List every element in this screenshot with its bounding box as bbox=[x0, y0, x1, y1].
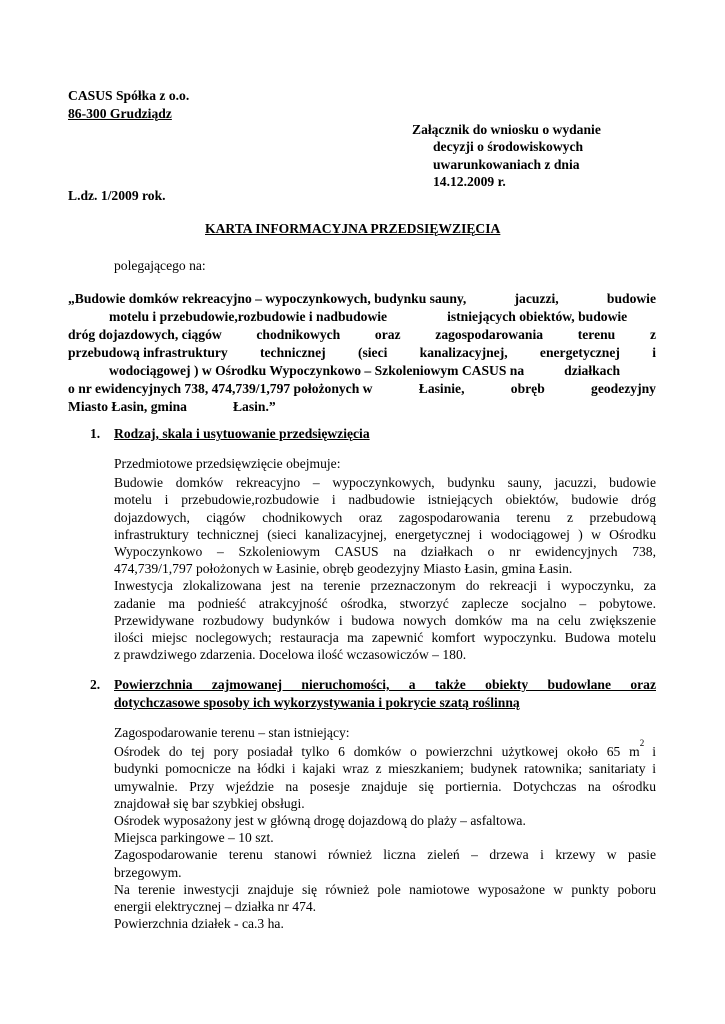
body-line: ilości miejsc noclegowych; restauracja ma zapewnić komfort wypoczynku. Budowa motelu bbox=[114, 630, 656, 646]
company-block bbox=[68, 87, 189, 122]
body-line: dojazdowych, ciągów chodnikowych oraz zagospodarowania terenu z przebudową bbox=[114, 509, 656, 525]
ldz-reference: L.dz. 1/2009 rok. bbox=[68, 188, 166, 203]
body-line: infrastruktury technicznej (sieci kanalizacyjnej, energetycznej i wodociągowej ) w Ośrodku bbox=[114, 526, 656, 542]
section2-heading-line: dotychczasowe sposoby ich wykorzystywania i pokrycie szatą roślinną bbox=[114, 694, 520, 710]
text-word: kanalizacyjnej, bbox=[419, 345, 508, 360]
body-line: umywalnie. Przy wjeździe na posesje znajduje się portiernia. Dotychczas na ośrodku bbox=[114, 778, 656, 794]
superscript: 2 bbox=[639, 738, 645, 749]
text-word: „Budowie domków rekreacyjno – wypoczynkowych, budynku sauny, bbox=[68, 291, 467, 306]
section2-number: 2. bbox=[90, 677, 101, 692]
text-line bbox=[68, 290, 656, 308]
text-line bbox=[68, 326, 656, 344]
body-text: Ośrodek do tej pory posiadał tylko 6 domków o powierzchni użytkowej około 65 m bbox=[114, 744, 640, 760]
body-line: Powierzchnia działek - ca.3 ha. bbox=[114, 916, 284, 932]
text-word: istniejących obiektów, budowie bbox=[447, 309, 628, 324]
text-word: zagospodarowania bbox=[435, 327, 544, 342]
body-line: Na terenie inwestycji znajduje się również pole namiotowe wyposażone w punkty poboru bbox=[114, 881, 656, 897]
annex-line: uwarunkowaniach z dnia bbox=[433, 156, 580, 172]
text-word: motelu i przebudowie,rozbudowie i nadbudowie bbox=[109, 309, 388, 324]
section2-heading bbox=[90, 676, 656, 711]
text-word: chodnikowych bbox=[256, 327, 341, 342]
body-line: 474,739/1,797 położonych w Łasinie, obręb geodezyjny Miasto Łasin, gmina Łasin. bbox=[114, 561, 573, 577]
section1-title: Rodzaj, skala i usytuowanie przedsięwzięcia bbox=[114, 426, 370, 441]
body-line: Zagospodarowanie terenu – stan istniejący: bbox=[114, 725, 350, 740]
text-word: technicznej bbox=[260, 345, 326, 360]
text-word: (sieci bbox=[357, 345, 388, 360]
company-city: 86-300 Grudziądz bbox=[68, 105, 172, 121]
text-word: wodociągowej ) w Ośrodku Wypoczynkowo – Szkoleniowym CASUS na bbox=[109, 363, 525, 378]
section1-heading bbox=[90, 425, 370, 442]
text-word: Miasto Łasin, gmina bbox=[68, 399, 187, 414]
text-word: obręb bbox=[510, 381, 545, 396]
section2-body bbox=[114, 724, 656, 932]
company-name: CASUS Spółka z o.o. bbox=[68, 88, 190, 103]
text-line bbox=[68, 398, 656, 416]
text-word: z bbox=[649, 327, 656, 342]
body-line: Przewidywane rozbudowy budynków i budowa nowych domków ma na celu zwiększenie bbox=[114, 612, 656, 628]
body-line: energii elektrycznej – działka nr 474. bbox=[114, 899, 317, 915]
pole-label: polegającego na: bbox=[114, 258, 206, 273]
body-line: Ośrodek wyposażony jest w główną drogę dojazdową do plaży – asfaltowa. bbox=[114, 813, 526, 829]
text-word: przebudową infrastruktury bbox=[68, 345, 228, 360]
body-text: i bbox=[652, 744, 656, 760]
project-description bbox=[68, 290, 656, 416]
text-line bbox=[68, 344, 656, 362]
section1-number: 1. bbox=[90, 426, 101, 441]
text-word: dróg dojazdowych, ciągów bbox=[68, 327, 222, 342]
body-line: znajdował się bar szybkiej obsługi. bbox=[114, 795, 305, 811]
body-line: brzegowym. bbox=[114, 864, 182, 880]
body-line: zadanie ma podnieść atrakcyjność ośrodka, stworzyć zaplecze socjalno – pobytowe. bbox=[114, 595, 656, 611]
text-word: energetycznej bbox=[539, 345, 620, 360]
section2-heading-line: Powierzchnia zajmowanej nieruchomości, a także obiekty budowlane oraz bbox=[114, 677, 656, 692]
body-line: Budowie domków rekreacyjno – wypoczynkowych, budynku sauny, jacuzzi, budowie bbox=[114, 475, 656, 491]
body-line: Zagospodarowanie terenu stanowi również liczna zieleń – drzewa i krzewy w pasie bbox=[114, 847, 656, 863]
body-line: Miejsca parkingowe – 10 szt. bbox=[114, 830, 274, 846]
annex-line: decyzji o środowiskowych bbox=[433, 139, 584, 155]
body-line: Wypoczynkowo – Szkoleniowym CASUS na działkach o nr ewidencyjnych 738, bbox=[114, 544, 656, 560]
document-title: KARTA INFORMACYJNA PRZEDSIĘWZIĘCIA bbox=[205, 221, 501, 236]
text-word: jacuzzi, bbox=[514, 291, 559, 306]
text-word: i bbox=[652, 345, 656, 360]
body-line: Przedmiotowe przedsięwzięcie obejmuje: bbox=[114, 456, 341, 471]
text-word: Łasinie, bbox=[418, 381, 465, 396]
text-word: oraz bbox=[374, 327, 401, 342]
body-line: Inwestycja zlokalizowana jest na terenie przeznaczonym do rekreacji i wypoczynku, za bbox=[114, 578, 656, 594]
body-line: motelu i przebudowie,rozbudowie i nadbudowie istniejących obiektów, budowie dróg bbox=[114, 492, 656, 508]
text-line bbox=[68, 380, 656, 398]
body-line: budynki pomocnicze na łódki i kajaki wraz z mieszkaniem; budynek ratownika; sanitariaty i bbox=[114, 761, 656, 777]
text-line bbox=[68, 308, 656, 326]
text-word: o nr ewidencyjnych 738, 474,739/1,797 położonych w bbox=[68, 381, 373, 396]
text-word: działkach bbox=[564, 363, 621, 378]
annex-line: Załącznik do wniosku o wydanie bbox=[412, 122, 601, 137]
annex-block bbox=[412, 121, 601, 190]
text-word: geodezyjny bbox=[591, 381, 656, 396]
body-line: z prawdziwego zdarzenia. Docelowa ilość wczasowiczów – 180. bbox=[114, 647, 467, 663]
section1-body bbox=[114, 455, 656, 663]
text-word: budowie bbox=[606, 291, 656, 306]
annex-line: 14.12.2009 r. bbox=[433, 173, 506, 189]
text-line bbox=[68, 362, 656, 380]
text-word: terenu bbox=[577, 327, 616, 342]
text-word: Łasin.” bbox=[232, 399, 276, 414]
body-line bbox=[114, 738, 656, 760]
